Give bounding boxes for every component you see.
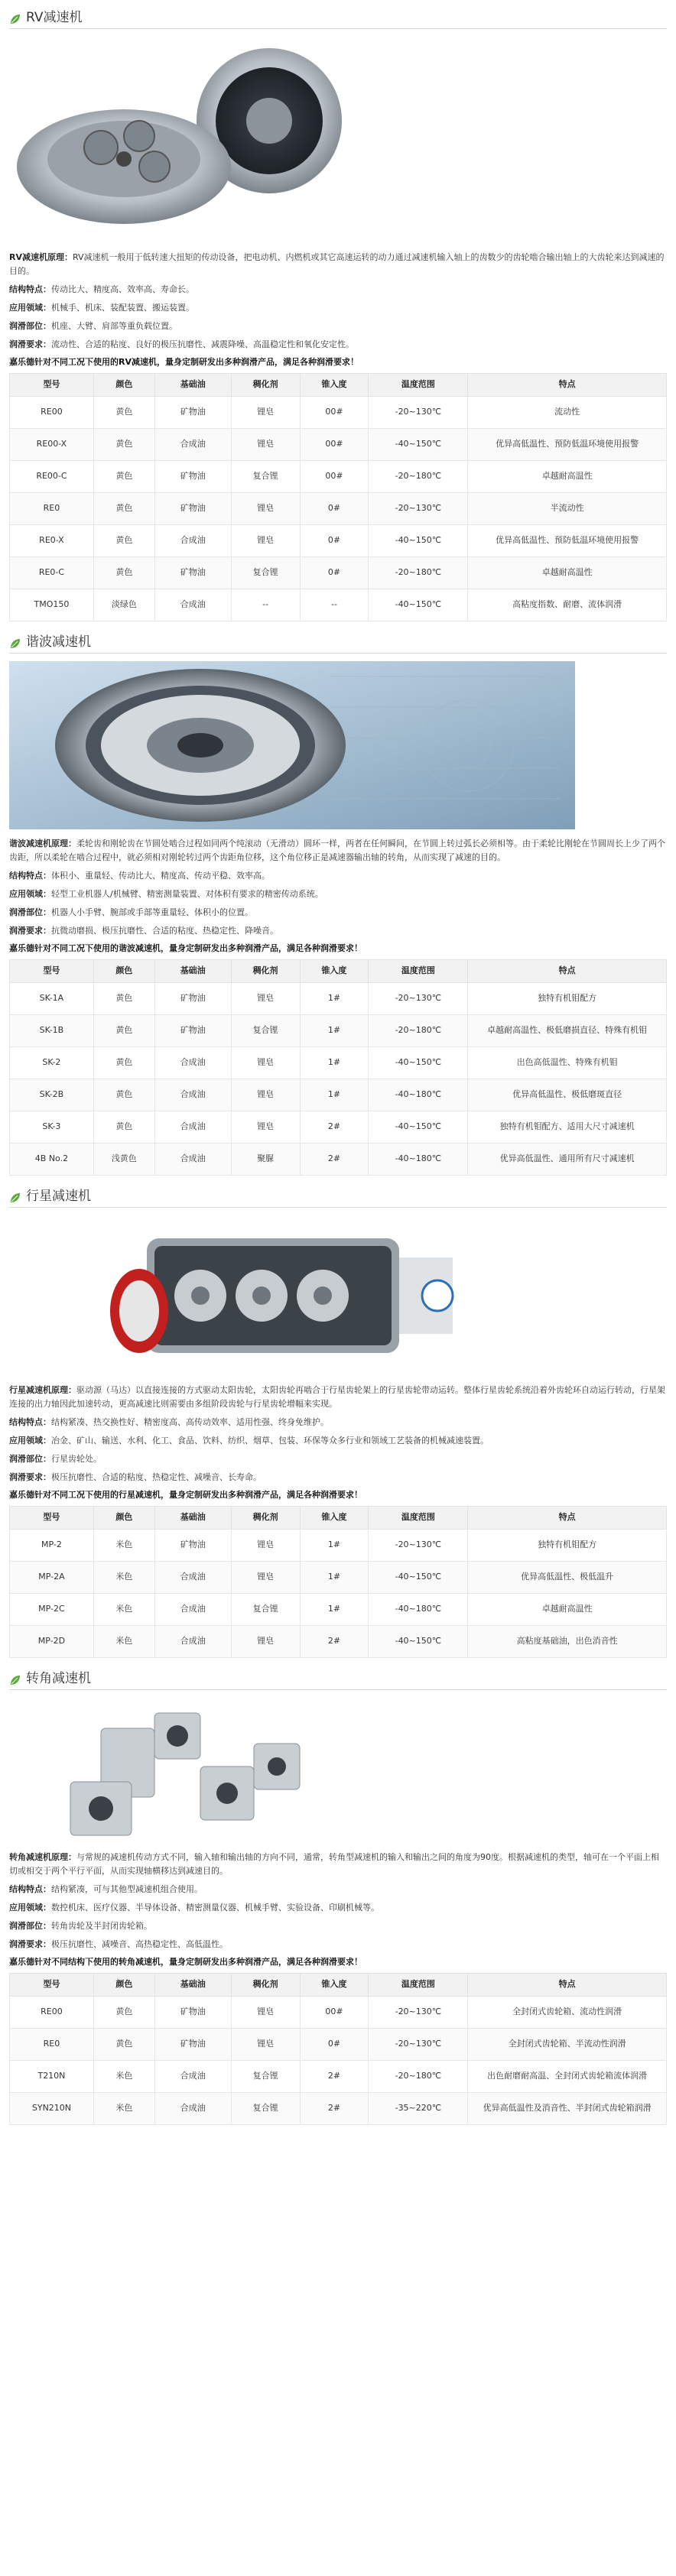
table-cell: -40~150℃ <box>369 1111 468 1143</box>
table-cell: 复合锂 <box>231 2092 300 2124</box>
table-cell: -20~180℃ <box>369 460 468 492</box>
right-angle-description <box>9 1851 667 1968</box>
para-label: 润滑要求： <box>9 1471 51 1482</box>
table-row <box>10 1625 667 1657</box>
table-row <box>10 396 667 428</box>
para-text: 机械手、机床、装配装置、搬运装置。 <box>51 303 194 313</box>
col-header: 锥入度 <box>300 1506 369 1529</box>
table-cell: -40~150℃ <box>369 524 468 556</box>
table-cell: 锂皂 <box>231 428 300 460</box>
para-lube-requirement <box>9 1938 667 1951</box>
section-note: 嘉乐德针对不同工况下使用的谐波减速机，量身定制研发出多种润滑产品，满足各种润滑要求！ <box>9 942 362 953</box>
section-rv <box>9 8 667 621</box>
table-cell: 黄色 <box>93 460 154 492</box>
table-cell: MP-2D <box>10 1625 94 1657</box>
para-label: 润滑要求： <box>9 339 51 349</box>
para-text: 流动性、合适的粘度、良好的极压抗磨性、减震降噪、高温稳定性和氧化安定性。 <box>51 339 354 349</box>
table-cell: 出色耐磨耐高温、全封闭式齿轮箱流体润滑 <box>468 2060 667 2092</box>
para-text: 结构紧凑、热交换性好、精密度高、高传动效率、适用性强、终身免维护。 <box>51 1416 329 1427</box>
table-cell: -35~220℃ <box>369 2092 468 2124</box>
rv-description <box>9 251 667 368</box>
para-text: 体积小、重量轻、传动比大、精度高、传动平稳、效率高。 <box>51 870 270 881</box>
para-lube-requirement <box>9 1471 667 1484</box>
table-cell: 复合锂 <box>231 1593 300 1625</box>
table-cell: -40~150℃ <box>369 1561 468 1593</box>
spec-table-rv <box>9 373 667 621</box>
table-cell: 复合锂 <box>231 2060 300 2092</box>
table-cell: 黄色 <box>93 556 154 589</box>
table-cell: 黄色 <box>93 1014 154 1046</box>
para-text: 传动比大、精度高、效率高、寿命长。 <box>51 284 194 294</box>
table-cell: 合成油 <box>154 1079 231 1111</box>
table-cell: 0# <box>300 492 369 524</box>
table-cell: SYN210N <box>10 2092 94 2124</box>
section-note: 嘉乐德针对不同工况下使用的RV减速机，量身定制研发出多种润滑产品，满足各种润滑要求！ <box>9 357 359 367</box>
table-cell: 黄色 <box>93 1996 154 2028</box>
table-cell: -40~150℃ <box>369 1046 468 1079</box>
para-label: 应用领域： <box>9 1435 51 1445</box>
table-cell: 全封闭式齿轮箱、半流动性润滑 <box>468 2028 667 2060</box>
leaf-icon <box>9 1674 21 1686</box>
para-text: 极压抗磨性、减噪音、高热稳定性、高低温性。 <box>51 1938 228 1949</box>
para-label: RV减速机原理： <box>9 252 73 262</box>
table-cell: 矿物油 <box>154 492 231 524</box>
table-cell: 优异高低温性、预防低温环境使用报警 <box>468 428 667 460</box>
section-header <box>9 8 667 29</box>
table-cell: RE00 <box>10 396 94 428</box>
table-cell: 米色 <box>93 1561 154 1593</box>
table-cell: 矿物油 <box>154 396 231 428</box>
table-cell: 矿物油 <box>154 460 231 492</box>
para-label: 结构特点： <box>9 1416 51 1427</box>
para-label: 润滑要求： <box>9 925 51 936</box>
table-cell: -20~130℃ <box>369 1996 468 2028</box>
col-header: 特点 <box>468 1506 667 1529</box>
table-cell: 合成油 <box>154 1046 231 1079</box>
table-cell: 黄色 <box>93 524 154 556</box>
table-cell: 米色 <box>93 1625 154 1657</box>
para-text: 行星齿轮处。 <box>51 1453 102 1464</box>
table-row <box>10 428 667 460</box>
table-cell: 锂皂 <box>231 1529 300 1561</box>
para-text: 机座、大臂、肩部等重负载位置。 <box>51 321 177 331</box>
para-principle <box>9 837 667 865</box>
spec-table-planetary <box>9 1506 667 1658</box>
table-cell: T210N <box>10 2060 94 2092</box>
table-header-row <box>10 1506 667 1529</box>
para-label: 应用领域： <box>9 888 51 899</box>
table-cell: 1# <box>300 1561 369 1593</box>
section-header <box>9 1669 667 1690</box>
para-structure <box>9 1416 667 1429</box>
table-row <box>10 589 667 621</box>
col-header: 稠化剂 <box>231 1506 300 1529</box>
para-lube-requirement <box>9 924 667 938</box>
col-header: 稠化剂 <box>231 373 300 396</box>
table-cell: 黄色 <box>93 1079 154 1111</box>
table-cell: 锂皂 <box>231 1079 300 1111</box>
table-cell: 00# <box>300 428 369 460</box>
table-cell: 优异高低温性、预防低温环境使用报警 <box>468 524 667 556</box>
para-text: 极压抗磨性、合适的粘度、热稳定性、减噪音、长寿命。 <box>51 1471 262 1482</box>
col-header: 特点 <box>468 1973 667 1996</box>
table-row <box>10 2092 667 2124</box>
col-header: 温度范围 <box>369 373 468 396</box>
table-cell: 1# <box>300 1046 369 1079</box>
table-cell: SK-1A <box>10 982 94 1014</box>
table-cell: 聚脲 <box>231 1143 300 1175</box>
table-cell: 出色高低温性、特殊有机钼 <box>468 1046 667 1079</box>
col-header: 稠化剂 <box>231 959 300 982</box>
spec-table-harmonic <box>9 959 667 1176</box>
table-cell: 复合锂 <box>231 556 300 589</box>
table-cell: RE00-C <box>10 460 94 492</box>
table-cell: RE0-C <box>10 556 94 589</box>
table-cell: 淡绿色 <box>93 589 154 621</box>
col-header: 型号 <box>10 1973 94 1996</box>
table-cell: SK-3 <box>10 1111 94 1143</box>
table-cell: 合成油 <box>154 2060 231 2092</box>
table-cell: 锂皂 <box>231 2028 300 2060</box>
col-header: 温度范围 <box>369 1973 468 1996</box>
table-header-row <box>10 1973 667 1996</box>
col-header: 颜色 <box>93 1506 154 1529</box>
table-cell: 00# <box>300 460 369 492</box>
table-cell: 高粘度基础油，出色消音性 <box>468 1625 667 1657</box>
para-label: 润滑部位： <box>9 1453 51 1464</box>
para-lube-position <box>9 1452 667 1466</box>
table-cell: 00# <box>300 396 369 428</box>
section-right-angle <box>9 1669 667 2125</box>
table-cell: 2# <box>300 1143 369 1175</box>
table-cell: 锂皂 <box>231 1561 300 1593</box>
table-cell: 半流动性 <box>468 492 667 524</box>
table-row <box>10 1014 667 1046</box>
table-cell: 锂皂 <box>231 1996 300 2028</box>
table-cell: 优异高低温性、极低磨斑直径 <box>468 1079 667 1111</box>
col-header: 稠化剂 <box>231 1973 300 1996</box>
table-cell: -- <box>300 589 369 621</box>
para-principle <box>9 1851 667 1878</box>
para-lube-position <box>9 1919 667 1933</box>
table-cell: RE0 <box>10 2028 94 2060</box>
table-cell: -20~180℃ <box>369 556 468 589</box>
table-row <box>10 492 667 524</box>
table-cell: 优异高低温性及消音性、半封闭式齿轮箱润滑 <box>468 2092 667 2124</box>
col-header: 特点 <box>468 959 667 982</box>
para-application <box>9 1434 667 1448</box>
table-cell: SK-2B <box>10 1079 94 1111</box>
para-text: 柔轮齿和刚轮齿在节圆处啮合过程如同两个纯滚动（无滑动）圆环一样，两者在任何瞬间，在节圆上转过弧长必须相等。由于柔轮比刚轮在节圆周长上少了两个齿距，所以柔轮在啮合过程中，就必须相对刚轮转过两个齿距角位移，这个角位移正是减速器输出轴的转角，从而实现了减速的目的。 <box>9 838 665 862</box>
table-cell: SK-1B <box>10 1014 94 1046</box>
col-header: 型号 <box>10 1506 94 1529</box>
table-cell: 独特有机钼配方 <box>468 1529 667 1561</box>
table-cell: 2# <box>300 1625 369 1657</box>
table-cell: 矿物油 <box>154 982 231 1014</box>
table-row <box>10 1046 667 1079</box>
para-text: 轻型工业机器人/机械臂、精密测量装置、对体积有要求的精密传动系统。 <box>51 888 323 899</box>
table-cell: 锂皂 <box>231 982 300 1014</box>
table-cell: 合成油 <box>154 2092 231 2124</box>
table-row <box>10 556 667 589</box>
table-cell: 米色 <box>93 1529 154 1561</box>
para-label: 润滑部位： <box>9 907 51 917</box>
table-cell: 0# <box>300 524 369 556</box>
col-header: 锥入度 <box>300 373 369 396</box>
para-lube-position <box>9 906 667 920</box>
table-cell: 1# <box>300 982 369 1014</box>
table-cell: 2# <box>300 1111 369 1143</box>
para-text: 抗微动磨损、极压抗磨性、合适的粘度、热稳定性、降噪音。 <box>51 925 278 936</box>
table-row <box>10 1996 667 2028</box>
para-text: 与常规的减速机传动方式不同，输入轴和输出轴的方向不同，通常，转角型减速机的输入和输出之间的角度为90度。根据减速机的类型，轴可在一个平面上相切或相交于两个平行平面，从而实现轴横移达到减速目的。 <box>9 1851 659 1876</box>
table-cell: 锂皂 <box>231 1625 300 1657</box>
table-row <box>10 1111 667 1143</box>
table-cell: 矿物油 <box>154 1529 231 1561</box>
table-cell: MP-2C <box>10 1593 94 1625</box>
table-cell: 卓越耐高温性 <box>468 460 667 492</box>
table-row <box>10 1529 667 1561</box>
para-text: 冶金、矿山、输送、水利、化工、食品、饮料、纺织、烟草、包装、环保等众多行业和领域工艺装备的机械减速装置。 <box>51 1435 489 1445</box>
table-cell: -40~150℃ <box>369 589 468 621</box>
table-cell: 米色 <box>93 2092 154 2124</box>
table-row <box>10 460 667 492</box>
section-title: 谐波减速机 <box>26 634 91 650</box>
col-header: 基础油 <box>154 959 231 982</box>
table-row <box>10 2060 667 2092</box>
table-cell: SK-2 <box>10 1046 94 1079</box>
table-cell: 锂皂 <box>231 1046 300 1079</box>
harmonic-description <box>9 837 667 955</box>
col-header: 特点 <box>468 373 667 396</box>
table-header-row <box>10 959 667 982</box>
table-cell: MP-2 <box>10 1529 94 1561</box>
table-cell: 米色 <box>93 1593 154 1625</box>
harmonic-reducer-image <box>9 661 575 829</box>
leaf-icon <box>9 638 21 650</box>
table-cell: 锂皂 <box>231 396 300 428</box>
table-cell: 2# <box>300 2060 369 2092</box>
para-text: 数控机床、医疗仪器、半导体设备、精密测量仪器、机械手臂、实验设备、印刷机械等。 <box>51 1902 379 1913</box>
table-cell: 00# <box>300 1996 369 2028</box>
table-cell: 全封闭式齿轮箱、流动性润滑 <box>468 1996 667 2028</box>
table-cell: 浅黄色 <box>93 1143 154 1175</box>
table-cell: 黄色 <box>93 1111 154 1143</box>
para-structure <box>9 869 667 883</box>
table-cell: 1# <box>300 1529 369 1561</box>
para-label: 润滑要求： <box>9 1938 51 1949</box>
para-label: 转角减速机原理： <box>9 1851 76 1862</box>
table-cell: 锂皂 <box>231 492 300 524</box>
para-lube-requirement <box>9 338 667 352</box>
para-label: 结构特点： <box>9 1883 51 1894</box>
col-header: 颜色 <box>93 1973 154 1996</box>
para-text: 机器人小手臂、腕部或手部等重量轻、体积小的位置。 <box>51 907 253 917</box>
section-header <box>9 1186 667 1208</box>
table-cell: 黄色 <box>93 396 154 428</box>
leaf-icon <box>9 1192 21 1204</box>
table-cell: 高粘度指数、耐磨、流体润滑 <box>468 589 667 621</box>
rv-reducer-image <box>9 37 346 243</box>
table-cell: 锂皂 <box>231 1111 300 1143</box>
table-header-row <box>10 373 667 396</box>
table-cell: 卓越耐高温性 <box>468 1593 667 1625</box>
para-label: 润滑部位： <box>9 321 51 331</box>
col-header: 颜色 <box>93 959 154 982</box>
table-cell: -20~130℃ <box>369 396 468 428</box>
table-cell: -20~130℃ <box>369 492 468 524</box>
table-cell: RE00 <box>10 1996 94 2028</box>
leaf-icon <box>9 13 21 25</box>
section-header <box>9 632 667 654</box>
table-cell: 锂皂 <box>231 524 300 556</box>
table-cell: 合成油 <box>154 1593 231 1625</box>
para-application <box>9 887 667 901</box>
col-header: 温度范围 <box>369 1506 468 1529</box>
table-cell: -20~180℃ <box>369 2060 468 2092</box>
table-cell: 合成油 <box>154 1143 231 1175</box>
table-cell: 合成油 <box>154 1111 231 1143</box>
col-header: 颜色 <box>93 373 154 396</box>
col-header: 型号 <box>10 373 94 396</box>
table-cell: 流动性 <box>468 396 667 428</box>
table-cell: 0# <box>300 556 369 589</box>
table-cell: RE0 <box>10 492 94 524</box>
para-lube-position <box>9 320 667 333</box>
col-header: 型号 <box>10 959 94 982</box>
table-cell: 1# <box>300 1593 369 1625</box>
section-note: 嘉乐德针对不同工况下使用的行星减速机，量身定制研发出多种润滑产品，满足各种润滑要求！ <box>9 1489 362 1500</box>
section-harmonic <box>9 632 667 1176</box>
col-header: 温度范围 <box>369 959 468 982</box>
col-header: 基础油 <box>154 1506 231 1529</box>
table-cell: 卓越耐高温性 <box>468 556 667 589</box>
para-text: 转角齿轮及半封闭齿轮箱。 <box>51 1920 152 1931</box>
table-cell: 卓越耐高温性、极低磨损直径、特殊有机钼 <box>468 1014 667 1046</box>
table-cell: MP-2A <box>10 1561 94 1593</box>
para-label: 结构特点： <box>9 284 51 294</box>
planetary-reducer-image <box>9 1215 575 1376</box>
right-angle-reducer-image <box>9 1698 346 1843</box>
para-text: 结构紧凑，可与其他型减速机组合使用。 <box>51 1883 203 1894</box>
table-row <box>10 524 667 556</box>
para-label: 应用领域： <box>9 303 51 313</box>
col-header: 基础油 <box>154 373 231 396</box>
table-cell: 优异高低温性、通用所有尺寸减速机 <box>468 1143 667 1175</box>
table-cell: -40~180℃ <box>369 1143 468 1175</box>
table-cell: 4B No.2 <box>10 1143 94 1175</box>
section-note: 嘉乐德针对不同结构下使用的转角减速机，量身定制研发出多种润滑产品，满足各种润滑要求！ <box>9 1956 362 1967</box>
table-cell: -20~180℃ <box>369 1014 468 1046</box>
spec-table-right-angle <box>9 1973 667 2125</box>
table-cell: -40~180℃ <box>369 1079 468 1111</box>
table-cell: 矿物油 <box>154 1014 231 1046</box>
table-cell: 黄色 <box>93 1046 154 1079</box>
table-cell: -- <box>231 589 300 621</box>
table-row <box>10 982 667 1014</box>
para-application <box>9 301 667 315</box>
table-cell: RE00-X <box>10 428 94 460</box>
planetary-description <box>9 1384 667 1501</box>
table-cell: 矿物油 <box>154 556 231 589</box>
table-cell: -40~180℃ <box>369 1593 468 1625</box>
para-principle <box>9 1384 667 1411</box>
para-structure <box>9 1883 667 1896</box>
table-cell: -40~150℃ <box>369 1625 468 1657</box>
table-cell: 黄色 <box>93 428 154 460</box>
table-cell: -20~130℃ <box>369 1529 468 1561</box>
table-cell: 矿物油 <box>154 1996 231 2028</box>
table-cell: 黄色 <box>93 982 154 1014</box>
para-label: 行星减速机原理： <box>9 1384 76 1395</box>
section-title: 转角减速机 <box>26 1670 91 1686</box>
table-cell: RE0-X <box>10 524 94 556</box>
para-text: RV减速机一般用于低转速大扭矩的传动设备，把电动机、内燃机或其它高速运转的动力通过减速机输入轴上的齿数少的齿轮啮合输出轴上的大齿轮来达到减速的目的。 <box>9 252 665 276</box>
para-label: 应用领域： <box>9 1902 51 1913</box>
table-row <box>10 2028 667 2060</box>
table-cell: 合成油 <box>154 428 231 460</box>
table-cell: -40~150℃ <box>369 428 468 460</box>
table-cell: 2# <box>300 2092 369 2124</box>
table-cell: 优异高低温性、极低温升 <box>468 1561 667 1593</box>
table-row <box>10 1561 667 1593</box>
table-cell: 黄色 <box>93 2028 154 2060</box>
table-cell: 米色 <box>93 2060 154 2092</box>
table-cell: 合成油 <box>154 524 231 556</box>
table-row <box>10 1079 667 1111</box>
table-cell: 合成油 <box>154 589 231 621</box>
para-label: 谐波减速机原理： <box>9 838 76 848</box>
table-cell: 矿物油 <box>154 2028 231 2060</box>
table-cell: 独特有机钼配方 <box>468 982 667 1014</box>
table-cell: 合成油 <box>154 1561 231 1593</box>
para-structure <box>9 283 667 297</box>
table-cell: 0# <box>300 2028 369 2060</box>
table-cell: 1# <box>300 1014 369 1046</box>
para-principle <box>9 251 667 278</box>
section-title: RV减速机 <box>26 10 83 25</box>
table-cell: TMO150 <box>10 589 94 621</box>
table-row <box>10 1143 667 1175</box>
table-cell: -20~130℃ <box>369 982 468 1014</box>
table-cell: 黄色 <box>93 492 154 524</box>
para-label: 润滑部位： <box>9 1920 51 1931</box>
section-title: 行星减速机 <box>26 1188 91 1204</box>
table-cell: 1# <box>300 1079 369 1111</box>
col-header: 基础油 <box>154 1973 231 1996</box>
table-cell: 复合锂 <box>231 1014 300 1046</box>
table-row <box>10 1593 667 1625</box>
para-text: 驱动源（马达）以直接连接的方式驱动太阳齿轮，太阳齿轮再啮合于行星齿轮架上的行星齿轮带动运转。整体行星齿轮系统沿着外齿轮环自动运行转动，行星架连接的出力轴因此加速转动，更高减速比则需要由多组阶段齿轮与行星齿轮增幅来实现。 <box>9 1384 665 1409</box>
table-cell: 复合锂 <box>231 460 300 492</box>
table-cell: 合成油 <box>154 1625 231 1657</box>
para-label: 结构特点： <box>9 870 51 881</box>
col-header: 锥入度 <box>300 959 369 982</box>
col-header: 锥入度 <box>300 1973 369 1996</box>
table-cell: -20~130℃ <box>369 2028 468 2060</box>
table-cell: 独特有机钼配方、适用大尺寸减速机 <box>468 1111 667 1143</box>
para-application <box>9 1901 667 1915</box>
section-planetary <box>9 1186 667 1658</box>
